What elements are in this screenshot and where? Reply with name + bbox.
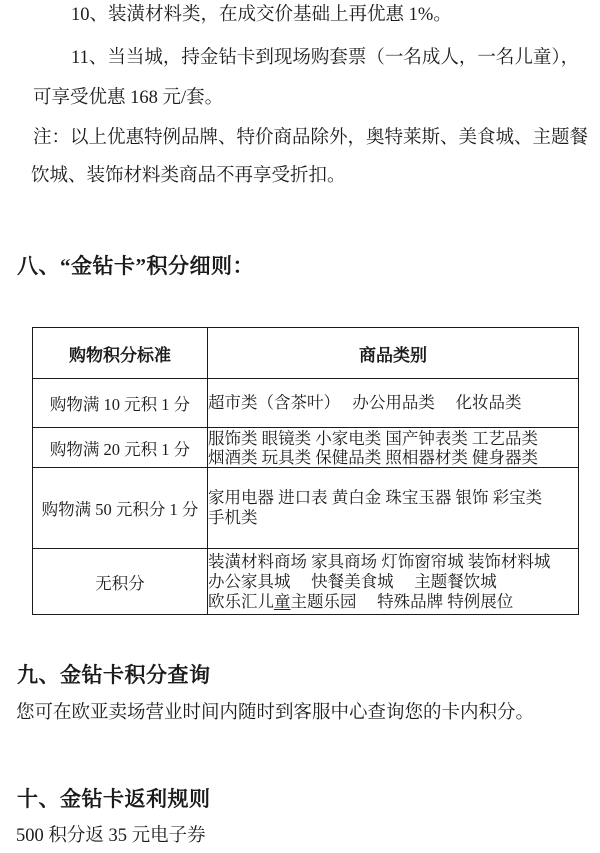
points-table: [32, 327, 579, 615]
header-cell-standard: 购物积分标准: [33, 328, 208, 379]
table-row-10yuan: [33, 379, 579, 428]
category-line: 服饰类 眼镜类 小家电类 国产钟表类 工艺品类: [208, 428, 538, 448]
points-query-body: 您可在欧亚卖场营业时间内随时到客服中心查询您的卡内积分。: [16, 703, 535, 723]
category-line: 家用电器 进口表 黄白金 珠宝玉器 银饰 彩宝类: [208, 488, 543, 507]
standard-cell: 无积分: [33, 549, 208, 615]
section-heading-rebate-rules: 十、金钻卡返利规则: [17, 787, 211, 811]
standard-cell: 购物满 20 元积 1 分: [33, 428, 208, 468]
rebate-rule-line: 500 积分返 35 元电子券: [16, 826, 206, 846]
intro-line-dangdang-city: 11、当当城，持金钻卡到现场购套票（一名成人，一名儿童），: [71, 48, 580, 68]
table-row-no-points: [33, 549, 579, 615]
line3-underlined-char: 童: [274, 591, 291, 611]
standard-cell: 购物满 50 元积分 1 分: [33, 468, 208, 549]
standard-cell: 购物满 10 元积 1 分: [33, 379, 208, 428]
table-row-50yuan: [33, 468, 579, 549]
line3-pre: 欧乐汇儿: [208, 591, 274, 611]
section-heading-points-rules: 八、“金钻卡”积分细则：: [17, 254, 254, 278]
category-line: 手机类: [208, 508, 258, 527]
table-row-20yuan: [33, 428, 579, 468]
category-cell: [208, 468, 579, 549]
intro-line-discount-material: 10、装潢材料类，在成交价基础上再优惠 1%。: [71, 5, 452, 25]
category-cell: [208, 428, 579, 468]
category-line: 烟酒类 玩具类 保健品类 照相器材类 健身器类: [208, 447, 538, 467]
note-line-1: 注：以上优惠特例品牌、特价商品除外，奥特莱斯、美食城、主题餐: [33, 128, 589, 148]
category-line: 装潢材料商场 家具商场 灯饰窗帘城 装饰材料城: [208, 551, 551, 571]
intro-line-ticket-price: 可享受优惠 168 元/套。: [33, 88, 224, 108]
category-line: [208, 592, 578, 612]
header-cell-category: 商品类别: [208, 328, 579, 379]
section-heading-points-query: 九、金钻卡积分查询: [17, 663, 211, 687]
category-cell: [208, 549, 579, 615]
note-line-2: 饮城、装饰材料类商品不再享受折扣。: [31, 166, 346, 186]
table-header-row: [33, 328, 579, 379]
category-cell: [208, 379, 579, 428]
category-line: 超市类（含茶叶） 办公用品类 化妆品类: [208, 393, 522, 412]
line3-post: 主题乐园 特殊品牌 特例展位: [290, 591, 514, 611]
category-line: 办公家具城 快餐美食城 主题餐饮城: [208, 571, 497, 591]
